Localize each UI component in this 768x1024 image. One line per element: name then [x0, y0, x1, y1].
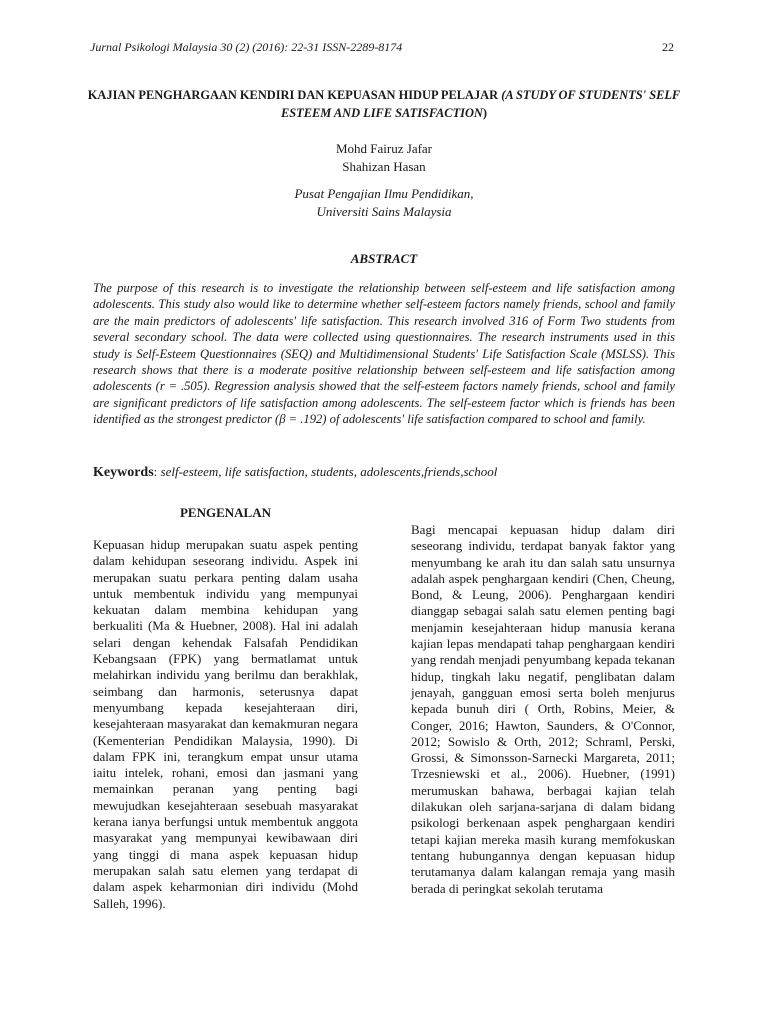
section-heading: PENGENALAN — [179, 505, 271, 520]
abstract-heading: ABSTRACT — [350, 251, 418, 266]
keywords-label: Keywords — [93, 465, 154, 480]
affiliation-line: Universiti Sains Malaysia — [316, 204, 452, 219]
title-close-paren: ) — [482, 106, 488, 120]
journal-citation: Jurnal Psikologi Malaysia 30 (2) (2016): 22-31 ISSN-2289-8174 — [90, 40, 403, 54]
author-list — [0, 140, 768, 176]
body-column-left: Kepuasan hidup merupakan suatu aspek penting dalam kehidupan seseorang individu. Aspek ini merupakan suatu perkara penting dalam usaha untuk membentuk individu yang mempunyai kekuatan dalam membina kehidupan yang berkualiti (Ma & Huebner, 2008). Hal ini adalah selari dengan kehendak Falsafah Pendidikan Kebangsaan (FPK) yang bermatlamat untuk melahirkan individu yang berilmu dan berakhlak, seimbang dan harmonis, seterusnya dapat menyumbang kepada kesejahteraan diri, kesejahteraan masyarakat dan kemakmuran negara (Kementerian Pendidikan Malaysia, 1990). Di dalam FPK ini, terangkum empat unsur utama iaitu intelek, rohani, emosi dan jasmani yang memainkan peranan yang penting bagi mewujudkan kesejahteraan sesebuah masyarakat kerana ianya berfungsi untuk membentuk anggota masyarakat yang mempunyai kewibawaan diri yang tinggi di mana aspek kepuasan hidup merupakan salah satu elemen yang terdapat di dalam aspek keharmonian diri individu (Mohd Salleh, 1996). — [93, 537, 358, 911]
keywords: Keywords: self-esteem, life satisfaction, students, adolescents,friends,school — [93, 464, 498, 480]
author-name: Mohd Fairuz Jafar — [335, 141, 433, 156]
title-english: (A STUDY OF STUDENTS' SELF ESTEEM AND LIFE SATISFACTION — [280, 88, 681, 120]
abstract-text: The purpose of this research is to investigate the relationship between self-esteem and life satisfaction among adolescents. This study also would like to determine whether self-esteem factors namely friends, school and family are the main predictors of adolescents' life satisfaction. This research involved 316 of Form Two students from several secondary school. The data were collected using questionnaires. The research instruments used in this study is Self-Esteem Questionnaires (SEQ) and Multidimensional Students' Life Satisfaction Scale (MSLSS). This research shows that there is a moderate positive relationship between self-esteem and life satisfaction among adolescents (r = .505). Regression analysis showed that the self-esteem factors namely friends, school and family are significant predictors of life satisfaction among adolescents. The self-esteem factor which is friends has been identified as the strongest predictor (β = .192) of adolescents' life satisfaction compared to school and family. — [93, 281, 675, 427]
author-name: Shahizan Hasan — [342, 159, 426, 174]
page-number: 22 — [662, 40, 674, 54]
keywords-text: self-esteem, life satisfaction, students, adolescents,friends,school — [160, 464, 498, 479]
title-malay: KAJIAN PENGHARGAAN KENDIRI DAN KEPUASAN HIDUP PELAJAR — [87, 88, 499, 102]
paper-title — [80, 86, 688, 122]
affiliation — [0, 185, 768, 221]
affiliation-line: Pusat Pengajian Ilmu Pendidikan, — [294, 186, 474, 201]
body-column-right: Bagi mencapai kepuasan hidup dalam diri seseorang individu, terdapat banyak faktor yang menyumbang ke arah itu dan salah satu unsurnya adalah aspek penghargaan kendiri (Chen, Cheung, Bond, & Leung, 2006). Penghargaan kendiri dianggap sebagai salah satu elemen penting bagi menjamin kesejahteraan hidup manusia kerana kajian lepas mendapati tahap penghargaan kendiri yang rendah menjadi penyumbang kepada tekanan hidup, tingkah laku negatif, penglibatan dalam jenayah, gangguan emosi serta boleh menjurus kepada bunuh diri ( Orth, Robins, Meier, & Conger, 2016; Hawton, Saunders, & O'Connor, 2012; Sowislo & Orth, 2012; Schraml, Perski, Grossi, & Simonsson-Sarnecki Margareta, 2011; Trzesniewski et al., 2006). Huebner, (1991) merumuskan bahawa, berbagai kajian telah dilakukan oleh sarjana-sarjana di dalam bidang psikologi berkenaan aspek penghargaan kendiri tetapi kajian mereka masih kurang memfokuskan tentang hubungannya dengan kepuasan hidup terutamanya dalam kalangan remaja yang masih berada di peringkat sekolah terutama — [411, 522, 675, 896]
